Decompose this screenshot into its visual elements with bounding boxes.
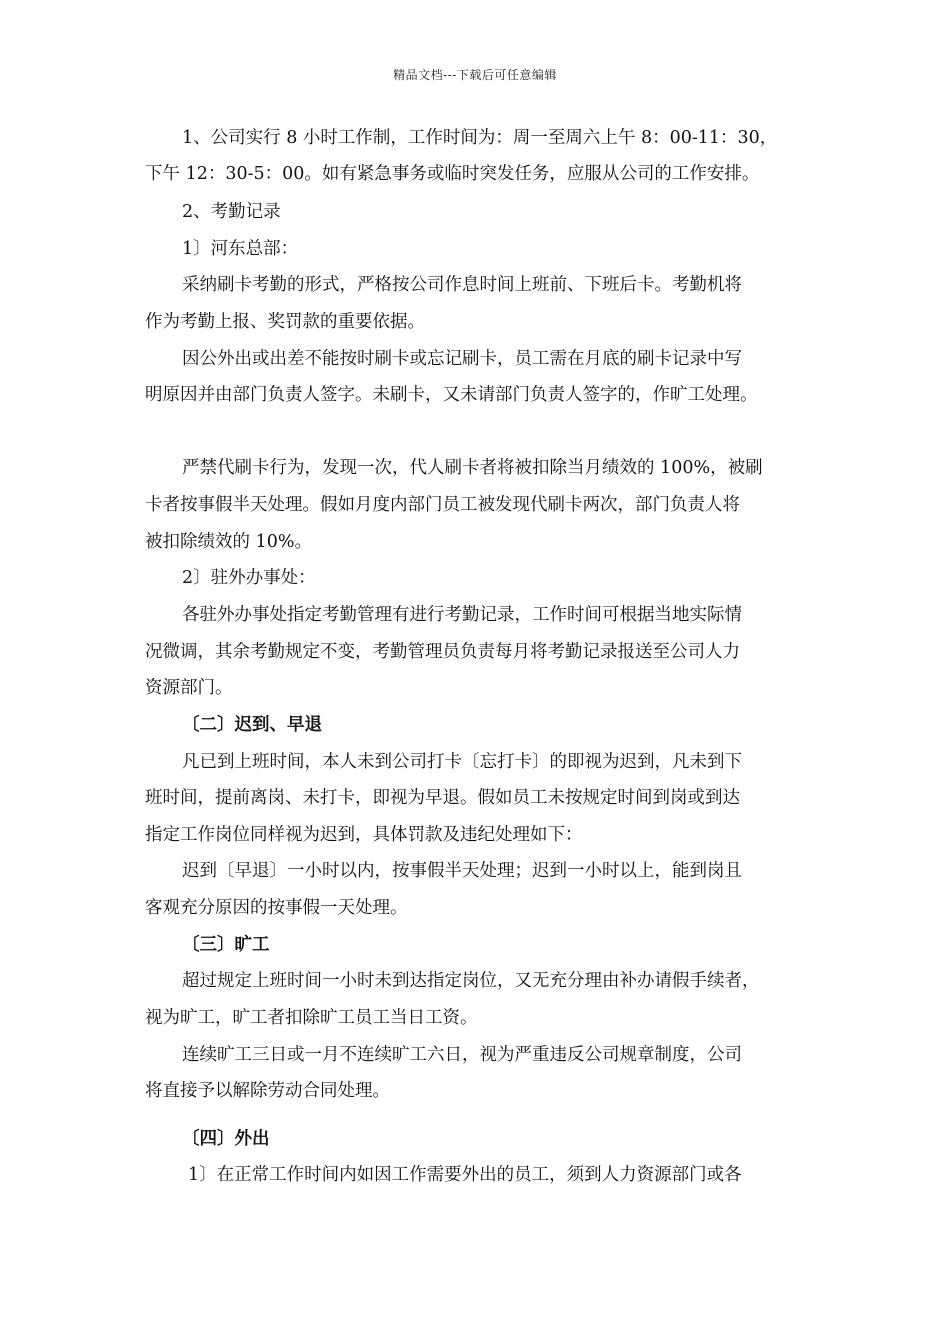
paragraph-line: 作为考勤上报、奖罚款的重要依据。 [145, 312, 425, 332]
paragraph-line: 连续旷工三日或一月不连续旷工六日，视为严重违反公司规章制度，公司 [182, 1045, 742, 1065]
section-heading: 〔四〕外出 [182, 1129, 270, 1149]
paragraph-line: 采纳刷卡考勤的形式，严格按公司作息时间上班前、下班后卡。考勤机将 [182, 275, 742, 295]
paragraph-line: 客观充分原因的按事假一天处理。 [145, 898, 408, 918]
subsection-heading: 2〕驻外办事处： [182, 568, 316, 588]
paragraph-line: 超过规定上班时间一小时未到达指定岗位，又无充分理由补办请假手续者， [182, 971, 760, 991]
section-heading: 2、考勤记录 [182, 202, 281, 222]
subsection-heading: 1〕河东总部： [182, 239, 299, 259]
paragraph-line: 视为旷工，旷工者扣除旷工员工当日工资。 [145, 1008, 478, 1028]
paragraph-line: 况微调，其余考勤规定不变，考勤管理员负责每月将考勤记录报送至公司人力 [145, 642, 740, 662]
paragraph-line: 1〕在正常工作时间内如因工作需要外出的员工，须到人力资源部门或各 [188, 1165, 742, 1185]
section-heading: 〔三〕旷工 [182, 935, 270, 955]
paragraph-line: 1、公司实行 8 小时工作制，工作时间为：周一至周六上午 8：00-11：30， [182, 128, 778, 148]
page-header: 精品文档---下载后可任意编辑 [393, 68, 557, 82]
paragraph-line: 迟到〔早退〕一小时以内，按事假半天处理；迟到一小时以上，能到岗且 [182, 861, 742, 881]
paragraph-line: 凡已到上班时间，本人未到公司打卡〔忘打卡〕的即视为迟到，凡未到下 [182, 752, 742, 772]
paragraph-line: 明原因并由部门负责人签字。未刷卡，又未请部门负责人签字的，作旷工处理。 [145, 385, 758, 405]
paragraph-line: 各驻外办事处指定考勤管理有进行考勤记录，工作时间可根据当地实际情 [182, 605, 742, 625]
paragraph-line: 被扣除绩效的 10%。 [145, 532, 312, 552]
paragraph-line: 卡者按事假半天处理。假如月度内部门员工被发现代刷卡两次，部门负责人将 [145, 495, 740, 515]
paragraph-line: 严禁代刷卡行为，发现一次，代人刷卡者将被扣除当月绩效的 100%，被刷 [182, 458, 763, 478]
paragraph-line: 资源部门。 [145, 678, 233, 698]
paragraph-line: 因公外出或出差不能按时刷卡或忘记刷卡，员工需在月底的刷卡记录中写 [182, 349, 742, 369]
section-heading: 〔二〕迟到、早退 [182, 715, 322, 735]
paragraph-line: 指定工作岗位同样视为迟到，具体罚款及违纪处理如下： [145, 825, 583, 845]
paragraph-line: 下午 12：30-5：00。如有紧急事务或临时突发任务，应服从公司的工作安排。 [145, 164, 760, 184]
paragraph-line: 班时间，提前离岗、未打卡，即视为早退。假如员工未按规定时间到岗或到达 [145, 788, 740, 808]
paragraph-line: 将直接予以解除劳动合同处理。 [145, 1081, 390, 1101]
